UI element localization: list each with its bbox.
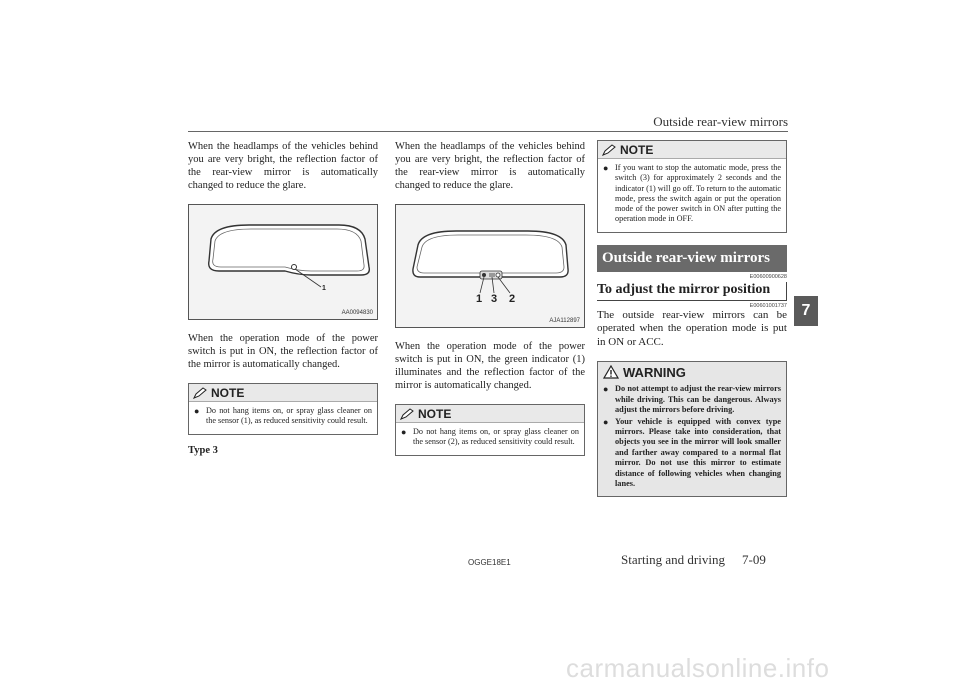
subheading: To adjust the mirror position: [597, 282, 787, 301]
note-title: NOTE: [211, 385, 245, 400]
body-paragraph: When the headlamps of the vehicles behind you are very bright, the reflection factor of the rear-view mirror is automatically changed to reduce the glare.: [188, 141, 378, 191]
note-title: NOTE: [418, 406, 452, 421]
bullet-icon: ●: [194, 406, 200, 416]
note-item: ● Do not hang items on, or spray glass cleaner on the sensor (2), as reduced sensitivity could result.: [401, 427, 579, 447]
mirror-figure-type3: [395, 204, 585, 328]
note-pencil-icon: [193, 387, 207, 399]
bullet-icon: ●: [603, 163, 609, 173]
note-header: [189, 384, 377, 402]
callout-label: 1: [476, 293, 483, 305]
watermark: carmanualsonline.info: [566, 653, 830, 683]
body-paragraph: When the operation mode of the power switch is put in ON, the green indicator (1) illuminates and the reflection factor of the mirror is automatically changed.: [395, 341, 585, 391]
note-item: ● Do not hang items on, or spray glass cleaner on the sensor (1), as reduced sensitivity could result.: [194, 406, 372, 426]
warning-item: ● Your vehicle is equipped with convex type mirrors. Please take into consideration, that objects you see in the mirror will look smaller and farther away compared to a normal flat mirror. Do not use this mirror to estimate distance of following vehicles when changing lanes.: [603, 416, 781, 488]
note-item: ● If you want to stop the automatic mode, press the switch (3) for approximately 2 seconds and the indicator (1) will go off. To return to the automatic mode, press the switch again or put the operation mode of the power switch in ON after putting the operation mode in OFF.: [603, 163, 782, 224]
footer-doc-code: OGGE18E1: [468, 558, 511, 567]
body-paragraph: When the headlamps of the vehicles behind you are very bright, the reflection factor of the rear-view mirror is automatically changed to reduce the glare.: [395, 141, 585, 191]
mirror-illustration: [189, 205, 377, 319]
section-code: E00600900628: [749, 273, 787, 280]
figure-id: AA0094830: [341, 310, 373, 316]
subheading-code: E00601001737: [749, 302, 787, 309]
warning-triangle-icon: [603, 365, 619, 379]
bullet-icon: ●: [401, 427, 407, 437]
column-2: [395, 140, 585, 466]
column-1: [188, 140, 378, 456]
warning-box: [597, 361, 787, 497]
section-title: Outside rear-view mirrors: [597, 245, 787, 272]
running-header-title: Outside rear-view mirrors: [653, 114, 788, 129]
column-3: [597, 140, 787, 497]
mirror-figure-type2: [188, 204, 378, 320]
note-box: [395, 404, 585, 456]
bullet-icon: ●: [603, 384, 609, 395]
type-label: Type 3: [188, 444, 218, 456]
callout-label: 2: [509, 293, 516, 305]
warning-header: [598, 362, 786, 382]
callout-label: 3: [491, 293, 498, 305]
header-rule: [188, 131, 788, 132]
mirror-illustration: [396, 205, 584, 327]
bullet-icon: ●: [603, 416, 609, 427]
note-pencil-icon: [400, 408, 414, 420]
note-header: [396, 405, 584, 423]
body-paragraph: When the operation mode of the power switch is put in ON, the reflection factor of the mirror is automatically changed.: [188, 333, 378, 370]
chapter-tab: 7: [794, 296, 818, 326]
page-number: 7-09: [742, 552, 766, 567]
callout-label: 1: [322, 285, 326, 292]
note-header: [598, 141, 786, 159]
figure-id: AJA112897: [549, 318, 580, 324]
note-box: [188, 383, 378, 435]
note-title: NOTE: [620, 142, 654, 157]
warning-title: WARNING: [623, 364, 686, 380]
note-box: [597, 140, 787, 233]
footer-section: Starting and driving: [621, 552, 725, 567]
body-paragraph: The outside rear-view mirrors can be operated when the operation mode is put in ON or ACC.: [597, 308, 787, 348]
note-pencil-icon: [602, 144, 616, 156]
warning-item: ● Do not attempt to adjust the rear-view mirrors while driving. This can be dangerous. Always adjust the mirrors before driving.: [603, 384, 781, 415]
